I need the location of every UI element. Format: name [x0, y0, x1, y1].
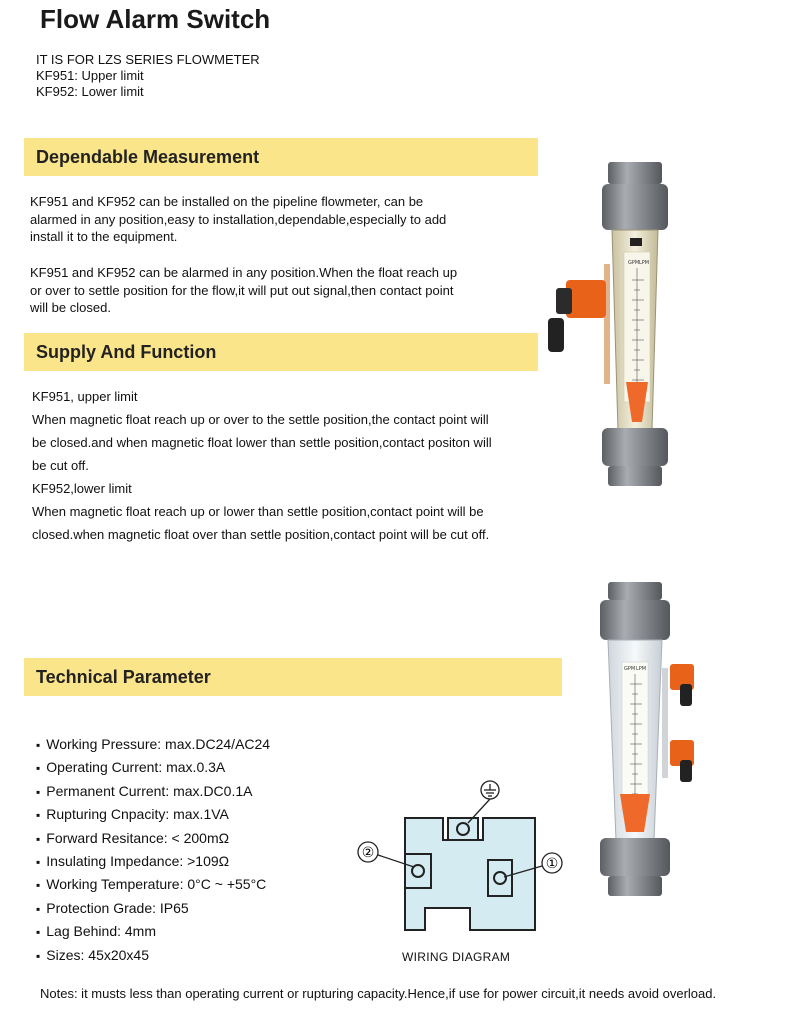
supply-kf952-title: KF952,lower limit: [32, 481, 132, 496]
terminal-1-box: [488, 860, 512, 896]
top-union-collar: [600, 600, 670, 640]
bottom-union-nut: [608, 876, 662, 896]
parameter-item: ▪ Permanent Current: max.DC0.1A: [36, 780, 270, 803]
supply-text-block: [32, 385, 494, 546]
alarm-switch-gland: [548, 318, 564, 352]
section-heading-supply: Supply And Function: [36, 342, 217, 362]
parameter-item: ▪ Lag Behind: 4mm: [36, 920, 270, 943]
parameter-item: ▪ Working Pressure: max.DC24/AC24: [36, 733, 270, 756]
parameter-item: ▪ Operating Current: max.0.3A: [36, 756, 270, 779]
dependable-paragraph-1: KF951 and KF952 can be installed on the pipeline flowmeter, can be alarmed in any position,easy to installation,dependable,especially to add install it to the equipment.: [30, 194, 447, 244]
supply-kf951-title: KF951, upper limit: [32, 389, 138, 404]
alarm-switch-lower-gland: [680, 760, 692, 782]
terminal-2-box: [405, 854, 431, 888]
wiring-diagram-label: WIRING DIAGRAM: [402, 950, 511, 964]
intro-kf951-line: KF951: Upper limit: [36, 68, 144, 83]
scale-window: [630, 238, 642, 246]
parameter-item: ▪ Sizes: 45x20x45: [36, 944, 270, 967]
intro-kf952-line: KF952: Lower limit: [36, 84, 144, 99]
section-band-technical: [24, 658, 562, 696]
page-title: Flow Alarm Switch: [40, 4, 271, 34]
top-union-nut: [608, 162, 662, 184]
bottom-union-collar: [600, 838, 670, 876]
flowmeter-photo-2: [590, 580, 720, 905]
supply-kf951-description: When magnetic float reach up or over to the settle position,the contact point will be closed.and when magnetic float lower than settle position,contact positon will be cut off.: [32, 412, 492, 473]
section-band-dependable: [24, 138, 538, 176]
parameter-item: ▪ Forward Resitance: < 200mΩ: [36, 827, 270, 850]
scale-unit-gpm: GPM: [624, 666, 636, 672]
section-heading-technical: Technical Parameter: [36, 667, 211, 687]
scale-unit-lpm: LPM: [636, 666, 647, 672]
wiring-diagram: [350, 780, 560, 950]
top-union-nut: [608, 582, 662, 600]
parameter-item: ▪ Protection Grade: IP65: [36, 897, 270, 920]
intro-block: [36, 52, 260, 100]
parameter-item: ▪ Insulating Impedance: >109Ω: [36, 850, 270, 873]
mounting-rail: [662, 668, 668, 778]
section-band-supply: [24, 333, 538, 371]
dependable-paragraph-2: KF951 and KF952 can be alarmed in any position.When the float reach up or over to settle position for the flow,it will put out signal,then contact point will be closed.: [30, 265, 458, 315]
terminal-1-label: ①: [545, 856, 559, 872]
ground-terminal-box: [448, 818, 478, 840]
terminal-2-label: ②: [361, 845, 375, 861]
footer-notes: Notes: it musts less than operating current or rupturing capacity.Hence,if use for power circuit,it needs avoid overload.: [40, 986, 717, 1001]
ground-symbol-icon: [468, 781, 499, 823]
parameter-item: ▪ Rupturing Cnpacity: max.1VA: [36, 803, 270, 826]
alarm-switch-upper-gland: [680, 684, 692, 706]
scale-unit-gpm: GPM: [628, 260, 640, 266]
alarm-switch-cap: [556, 288, 572, 314]
technical-parameter-list: [36, 733, 270, 967]
intro-series-line: IT IS FOR LZS SERIES FLOWMETER: [36, 52, 260, 67]
supply-kf952-description: When magnetic float reach up or lower than settle position,contact point will be closed.when magnetic float over than settle position,contact point will be cut off.: [32, 504, 490, 542]
bottom-union-collar: [602, 428, 668, 466]
flowmeter-photo-1: [540, 160, 700, 488]
top-union-collar: [602, 184, 668, 230]
scale-unit-lpm: LPM: [639, 260, 650, 266]
bottom-union-nut: [608, 466, 662, 486]
section-heading-dependable: Dependable Measurement: [36, 147, 260, 167]
parameter-item: ▪ Working Temperature: 0°C ~ +55°C: [36, 873, 270, 896]
